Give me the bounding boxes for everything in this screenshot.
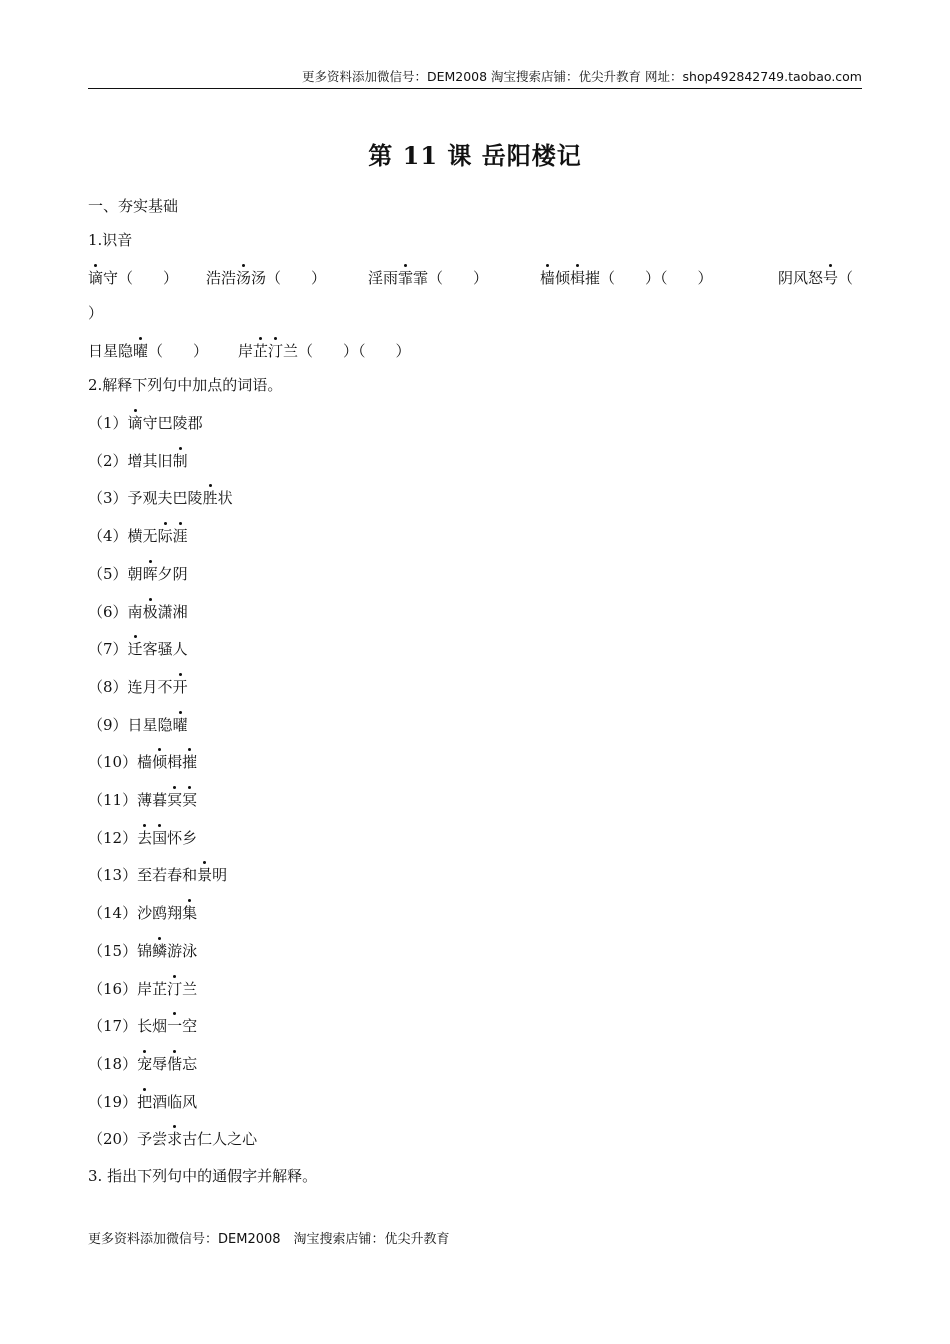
item-number: （6）: [88, 602, 128, 621]
item-number: （20）: [88, 1130, 138, 1149]
item-number: （11）: [88, 791, 138, 809]
pronunciation-item: [206, 267, 326, 289]
phrase-text: 兰（ ）（ ）: [283, 342, 411, 360]
phrase-text: （ ）: [148, 342, 209, 360]
dotted-character: 鳞: [152, 941, 168, 960]
dotted-character: 一: [167, 1017, 183, 1036]
list-item: [88, 751, 197, 773]
dotted-character: 霏: [398, 269, 414, 287]
item-phrase: [137, 751, 197, 773]
phrase-text: 岸: [238, 342, 254, 360]
item-phrase: [128, 563, 188, 585]
phrase-text: 游泳: [167, 941, 198, 960]
item-number: （16）: [88, 979, 138, 998]
phrase-text: 空: [182, 1017, 198, 1036]
item-phrase: [137, 1091, 197, 1113]
item-number: （3）: [88, 489, 128, 508]
item-phrase: [128, 525, 188, 547]
item-number: （13）: [88, 866, 138, 885]
page-header: 更多资料添加微信号：DEM2008 淘宝搜索店铺：优尖升教育 网址：shop492842749.taobao.com: [88, 68, 862, 89]
dotted-character: 涯: [172, 527, 188, 546]
dotted-character: 芷: [253, 342, 269, 360]
phrase-text: 增其旧: [127, 451, 173, 470]
item-number: （7）: [88, 640, 128, 659]
list-item: [88, 638, 188, 660]
dotted-character: 号: [823, 269, 839, 287]
item-phrase: [128, 412, 203, 434]
pronunciation-item: [88, 340, 208, 362]
dotted-character: 极: [142, 602, 158, 621]
list-item: [88, 563, 188, 585]
phrase-text: 薄暮: [137, 791, 168, 809]
phrase-text: 霏（ ）: [413, 269, 489, 287]
item-phrase: [128, 450, 188, 472]
page-title: 第 11 课 岳阳楼记: [368, 141, 582, 170]
item-phrase: [137, 789, 197, 811]
pronunciation-item: [88, 267, 178, 289]
item-number: （14）: [88, 904, 138, 923]
phrase-text: 长烟: [137, 1017, 168, 1036]
dotted-character: 汀: [167, 979, 183, 998]
phrase-text: 状: [217, 489, 233, 508]
page-footer: 更多资料添加微信号：DEM2008 淘宝搜索店铺：优尖升教育: [88, 1232, 450, 1247]
phrase-text: 辱: [152, 1054, 168, 1073]
dotted-character: 把: [137, 1092, 153, 1111]
phrase-text: 予尝: [137, 1130, 168, 1149]
dotted-character: 倾: [152, 753, 168, 772]
dotted-character: 汀: [268, 342, 284, 360]
dotted-character: 迁: [127, 640, 143, 659]
item-number: （17）: [88, 1017, 138, 1036]
dotted-character: 胜: [202, 489, 218, 508]
phrase-text: 守（ ）: [103, 269, 179, 287]
pronunciation-row-1-continued: ）: [88, 304, 104, 322]
pronunciation-item: [368, 267, 488, 289]
item-number: （18）: [88, 1054, 138, 1073]
list-item: [88, 864, 227, 886]
phrase-text: 怀乡: [167, 828, 198, 847]
phrase-text: 摧（ ）（ ）: [585, 269, 713, 287]
phrase-text: 岸芷: [137, 979, 168, 998]
dotted-character: 偕: [167, 1054, 183, 1073]
dotted-character: 国: [152, 828, 168, 847]
dotted-character: 曜: [172, 715, 188, 734]
dotted-character: 集: [182, 904, 198, 923]
phrase-text: 阴风怒: [778, 269, 824, 287]
phrase-text: 酒临风: [152, 1092, 198, 1111]
pronunciation-item: [540, 267, 713, 289]
item-phrase: [137, 1128, 257, 1150]
item-number: （10）: [88, 753, 138, 772]
item-phrase: [128, 487, 233, 509]
dotted-character: 冥: [182, 791, 198, 809]
list-item: [88, 714, 188, 736]
phrase-text: （: [838, 269, 854, 287]
phrase-text: 樯: [137, 753, 153, 772]
phrase-text: 连月不: [127, 677, 173, 696]
item-phrase: [137, 827, 197, 849]
phrase-text: 浩浩: [206, 269, 237, 287]
item-phrase: [128, 714, 188, 736]
phrase-text: 日星隐: [127, 715, 173, 734]
list-item: [88, 827, 197, 849]
dotted-character: 楫: [570, 269, 586, 287]
phrase-text: 守巴陵郡: [142, 414, 203, 432]
item-phrase: [128, 638, 188, 660]
dotted-character: 谪: [88, 269, 104, 287]
item-number: （12）: [88, 828, 138, 847]
list-item: [88, 789, 197, 811]
phrase-text: 汤（ ）: [251, 269, 327, 287]
item-number: （5）: [88, 564, 128, 583]
item-number: （8）: [88, 677, 128, 696]
phrase-text: 楫: [167, 753, 183, 772]
list-item: [88, 940, 197, 962]
item-phrase: [137, 940, 197, 962]
item-number: （1）: [88, 414, 128, 432]
phrase-text: 朝: [127, 564, 143, 583]
list-item: [88, 1128, 257, 1150]
dotted-character: 制: [172, 451, 188, 470]
item-number: （15）: [88, 941, 138, 960]
dotted-character: 曜: [133, 342, 149, 360]
list-item: [88, 450, 188, 472]
phrase-text: 倾: [555, 269, 571, 287]
dotted-character: 汤: [236, 269, 252, 287]
phrase-text: 明: [212, 866, 228, 885]
item-number: （19）: [88, 1092, 138, 1111]
question-2-label: 2.解释下列句中加点的词语。: [88, 376, 283, 394]
item-phrase: [128, 601, 188, 623]
list-item: [88, 978, 197, 1000]
phrase-text: 予观夫巴陵: [127, 489, 203, 508]
question-1-label: 1.识音: [88, 231, 133, 249]
list-item: [88, 525, 188, 547]
dotted-character: 景: [197, 866, 213, 885]
list-item: [88, 1091, 197, 1113]
list-item: [88, 676, 188, 698]
pronunciation-item: [238, 340, 411, 362]
phrase-text: 潇湘: [157, 602, 188, 621]
item-number: （9）: [88, 715, 128, 734]
dotted-character: 摧: [182, 753, 198, 772]
item-number: （4）: [88, 527, 128, 546]
phrase-text: 忘: [182, 1054, 198, 1073]
item-phrase: [137, 1053, 197, 1075]
item-phrase: [137, 864, 227, 886]
phrase-text: 淫雨: [368, 269, 399, 287]
pronunciation-item: [778, 267, 853, 289]
dotted-character: 宠: [137, 1054, 153, 1073]
dotted-character: 樯: [540, 269, 556, 287]
phrase-text: 夕阴: [157, 564, 188, 583]
item-phrase: [128, 676, 188, 698]
dotted-character: 冥: [167, 791, 183, 809]
dotted-character: 去: [137, 828, 153, 847]
list-item: [88, 1015, 197, 1037]
dotted-character: 际: [157, 527, 173, 546]
phrase-text: 沙鸥翔: [137, 904, 183, 923]
phrase-text: 古仁人之心: [182, 1130, 258, 1149]
item-phrase: [137, 902, 197, 924]
phrase-text: 兰: [182, 979, 198, 998]
item-phrase: [137, 1015, 197, 1037]
list-item: [88, 412, 203, 434]
dotted-character: 求: [167, 1130, 183, 1149]
list-item: [88, 902, 197, 924]
list-item: [88, 1053, 197, 1075]
list-item: [88, 487, 233, 509]
phrase-text: 横无: [127, 527, 158, 546]
dotted-character: 开: [172, 677, 188, 696]
section-heading: 一、夯实基础: [88, 197, 179, 215]
phrase-text: 日星隐: [88, 342, 134, 360]
item-number: （2）: [88, 451, 128, 470]
dotted-character: 谪: [127, 414, 143, 432]
phrase-text: 南: [127, 602, 143, 621]
question-3-label: 3. 指出下列句中的通假字并解释。: [88, 1167, 318, 1185]
phrase-text: 锦: [137, 941, 153, 960]
list-item: [88, 601, 188, 623]
item-phrase: [137, 978, 197, 1000]
dotted-character: 晖: [142, 564, 158, 583]
phrase-text: 客骚人: [142, 640, 188, 659]
phrase-text: 至若春和: [137, 866, 198, 885]
